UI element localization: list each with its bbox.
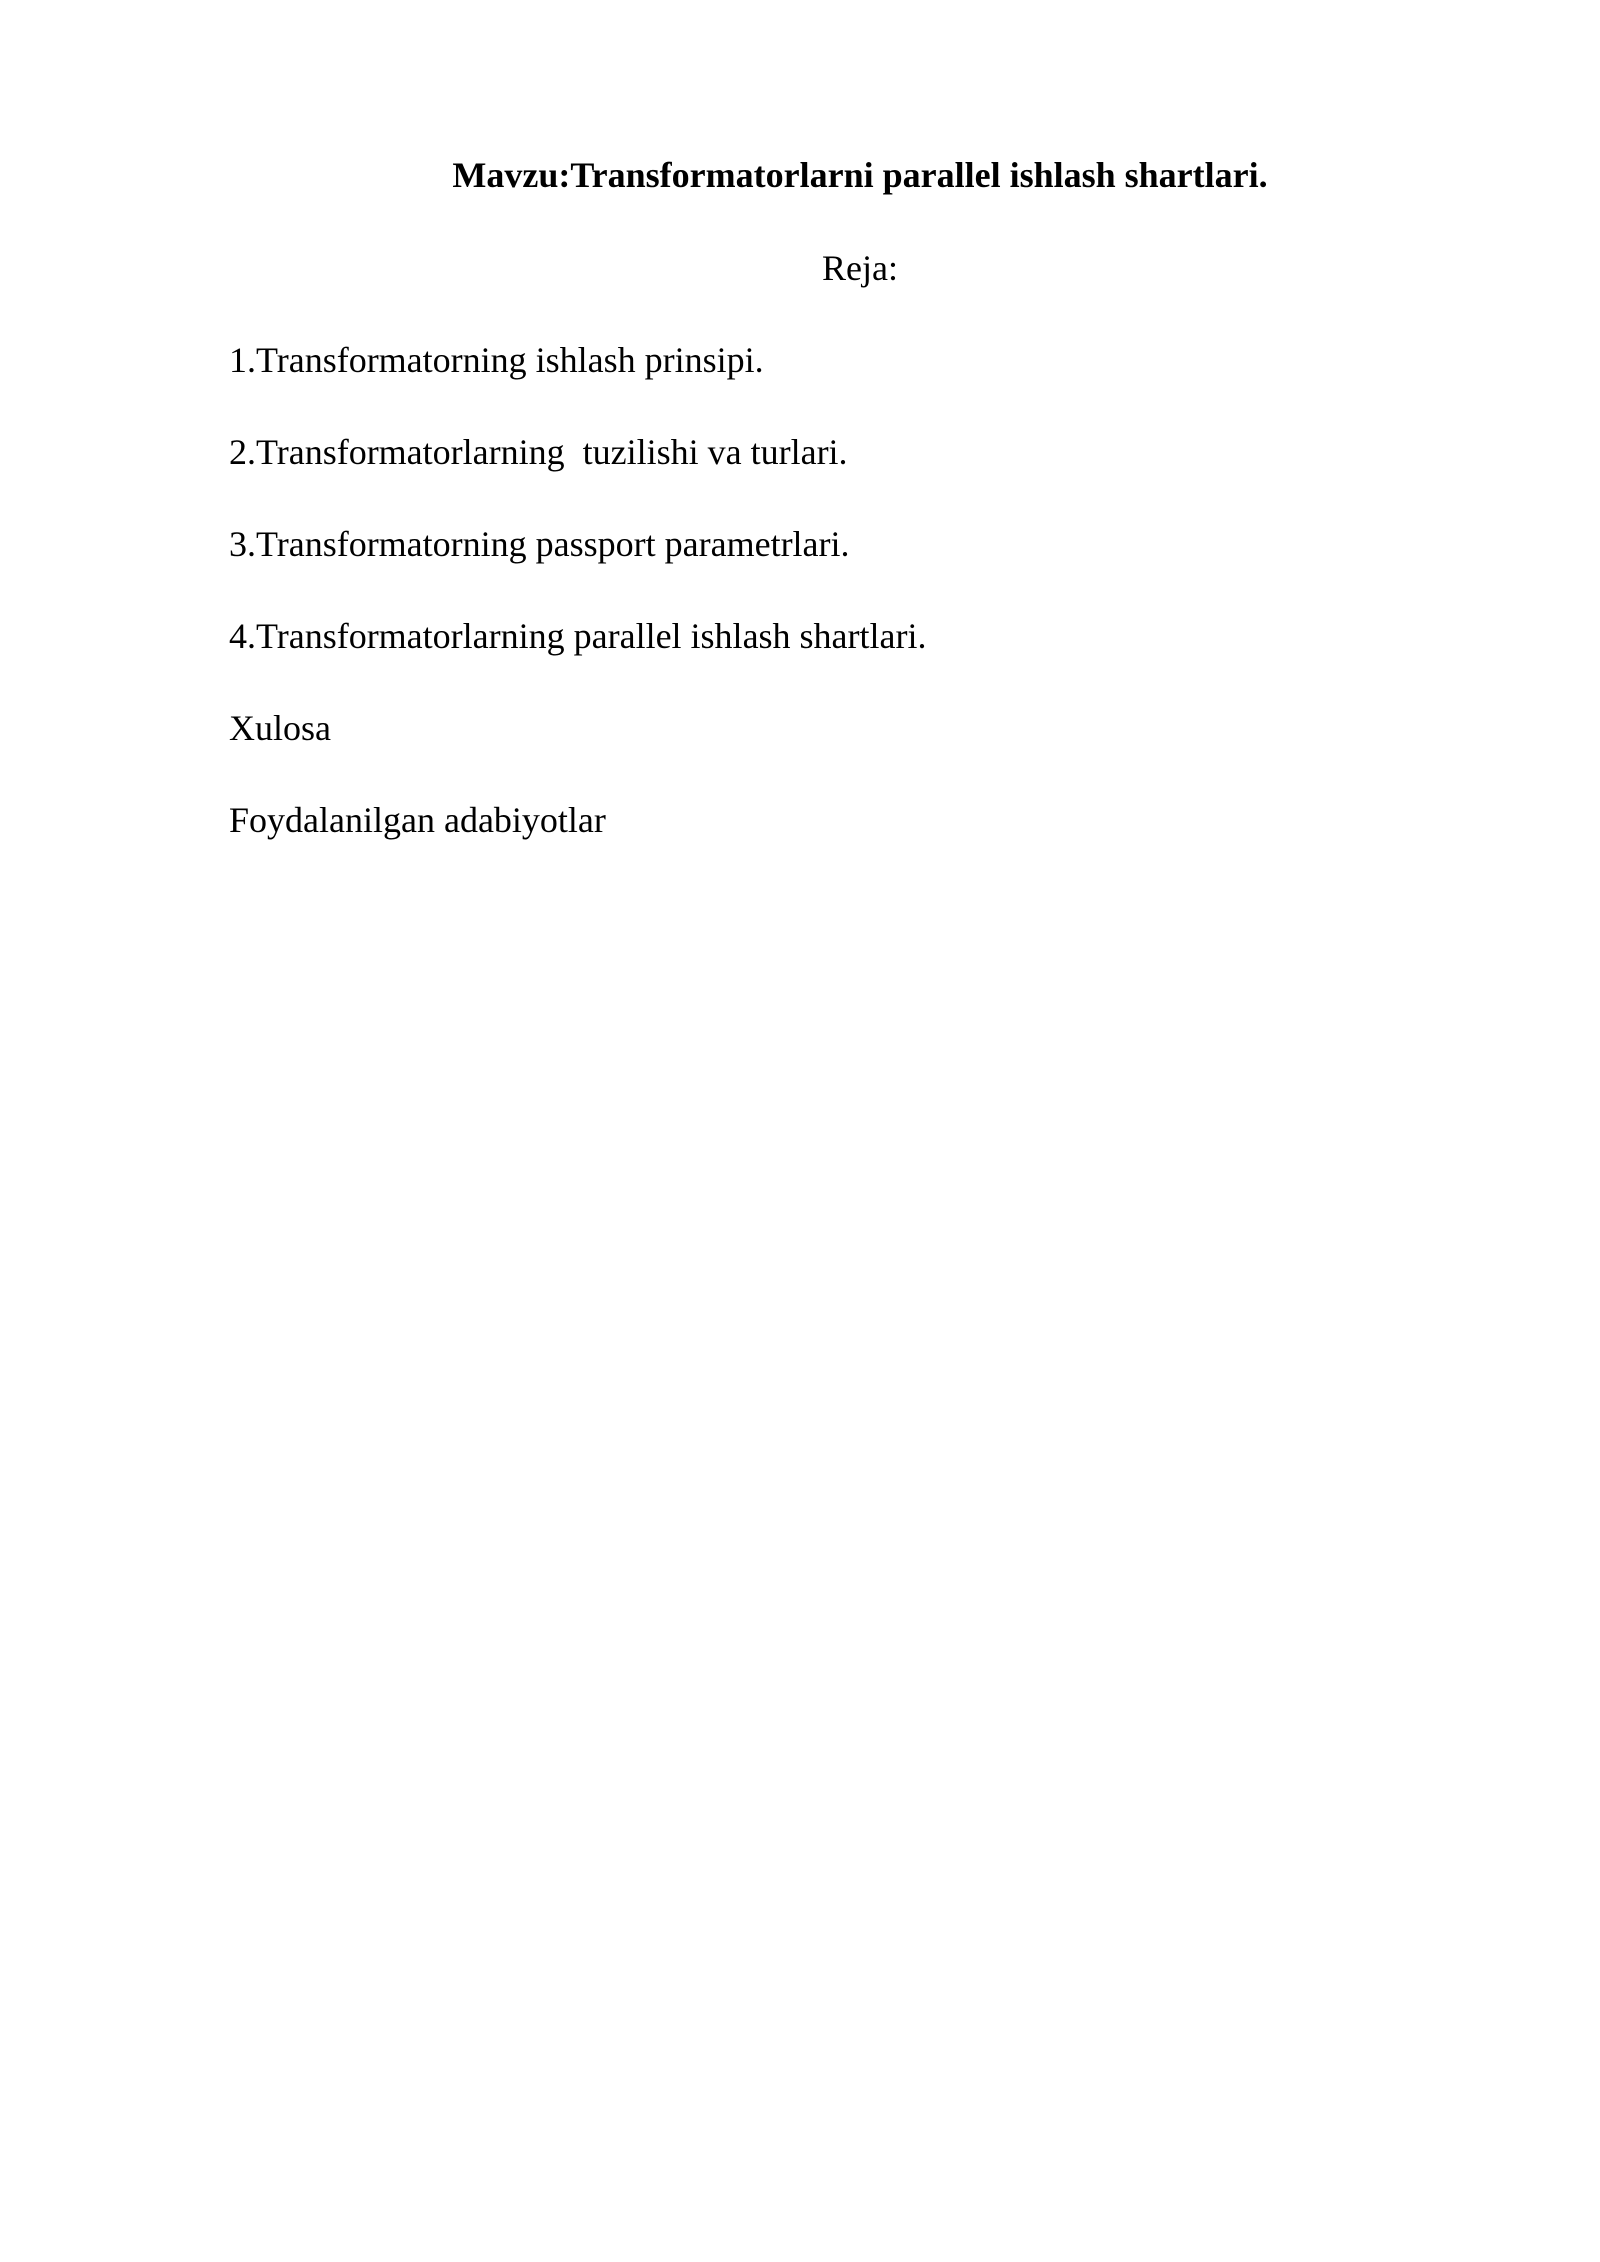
plan-heading: Reja: bbox=[822, 248, 898, 288]
plan-list bbox=[229, 339, 927, 891]
plan-item-conclusion: Xulosa bbox=[229, 708, 331, 748]
plan-item-2: 2.Transformatorlarning tuzilishi va turlari. bbox=[229, 432, 848, 472]
plan-item-4: 4.Transformatorlarning parallel ishlash shartlari. bbox=[229, 616, 927, 656]
document-title: Mavzu:Transformatorlarni parallel ishlash shartlari. bbox=[452, 155, 1268, 195]
plan-item-references: Foydalanilgan adabiyotlar bbox=[229, 800, 606, 840]
plan-item-3: 3.Transformatorning passport parametrlari. bbox=[229, 524, 850, 564]
plan-item-1: 1.Transformatorning ishlash prinsipi. bbox=[229, 340, 764, 380]
